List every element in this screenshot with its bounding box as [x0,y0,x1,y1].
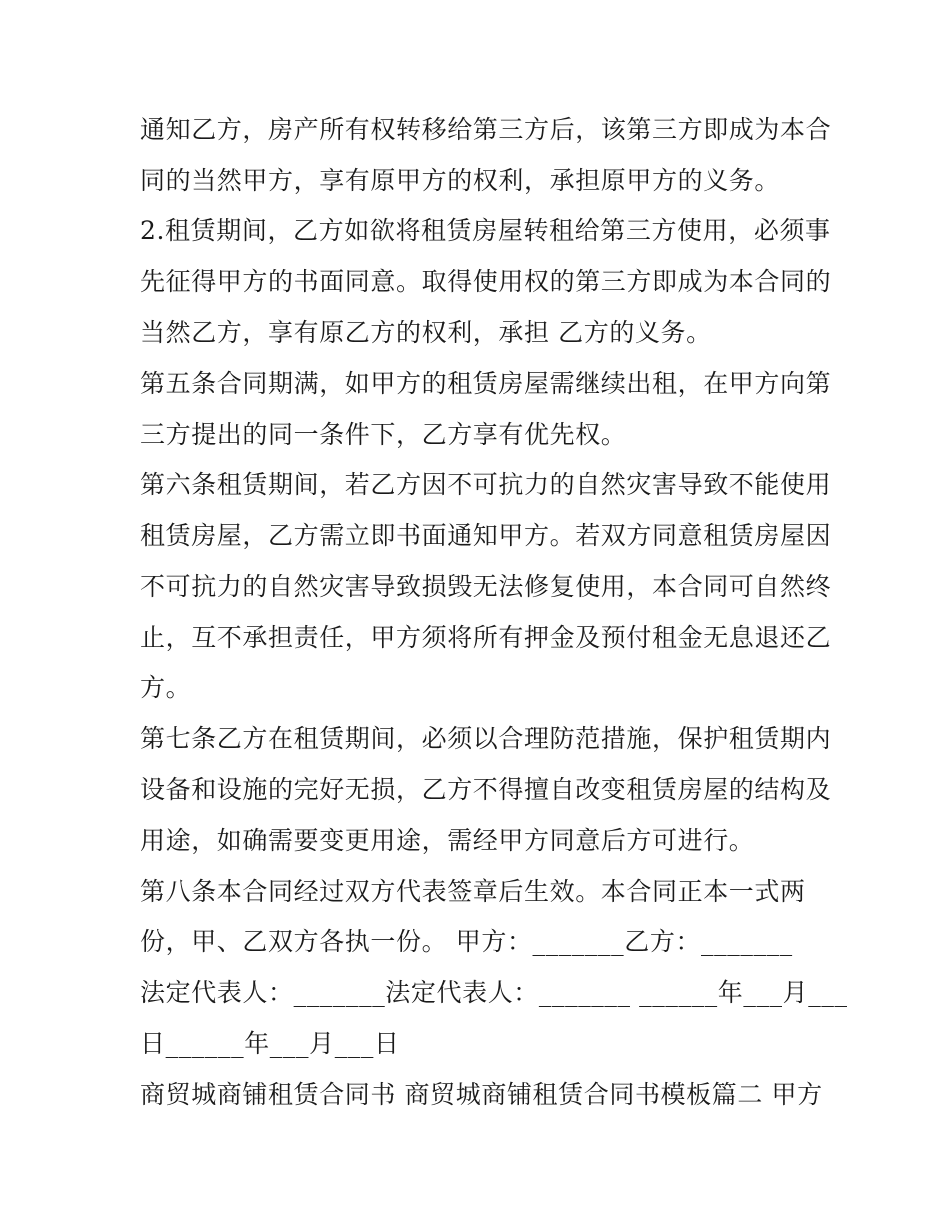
text-line: 止，互不承担责任，甲方须将所有押金及预付租金无息退还乙 [140,623,832,652]
text-line: 方。 [140,673,192,702]
text-line: 第五条合同期满，如甲方的租赁房屋需继续出租，在甲方向第 [140,369,832,398]
text-line: 日______年___月___日 [140,1029,400,1058]
text-line: 当然乙方，享有原乙方的权利，承担 乙方的义务。 [140,318,712,347]
text-line: 不可抗力的自然灾害导致损毁无法修复使用，本合同可自然终 [140,572,832,601]
text-line: 通知乙方，房产所有权转移给第三方后，该第三方即成为本合 [140,115,832,144]
text-line: 租赁房屋，乙方需立即书面通知甲方。若双方同意租赁房屋因 [140,521,832,550]
text-line: 同的当然甲方，享有原甲方的权利，承担原甲方的义务。 [140,166,781,195]
text-line: 先征得甲方的书面同意。取得使用权的第三方即成为本合同的 [140,267,832,296]
text-line: 份，甲、乙双方各执一份。 甲方：_______乙方：_______ [140,927,793,956]
text-line: 设备和设施的完好无损，乙方不得擅自改变租赁房屋的结构及 [140,775,832,804]
text-line: 第八条本合同经过双方代表签章后生效。本合同正本一式两 [140,877,806,906]
text-line: 三方提出的同一条件下，乙方享有优先权。 [140,420,627,449]
text-line: 第七条乙方在租赁期间，必须以合理防范措施，保护租赁期内 [140,724,832,753]
text-line: 2.租赁期间，乙方如欲将租赁房屋转租给第三方使用，必须事 [140,216,831,245]
text-line: 第六条租赁期间，若乙方因不可抗力的自然灾害导致不能使用 [140,470,832,499]
text-line: 商贸城商铺租赁合同书 商贸城商铺租赁合同书模板篇二 甲方 [140,1080,823,1109]
text-line: 用途，如确需要变更用途，需经甲方同意后方可进行。 [140,826,755,855]
text-line: 法定代表人：_______法定代表人：_______ ______年___月___ [140,978,848,1007]
